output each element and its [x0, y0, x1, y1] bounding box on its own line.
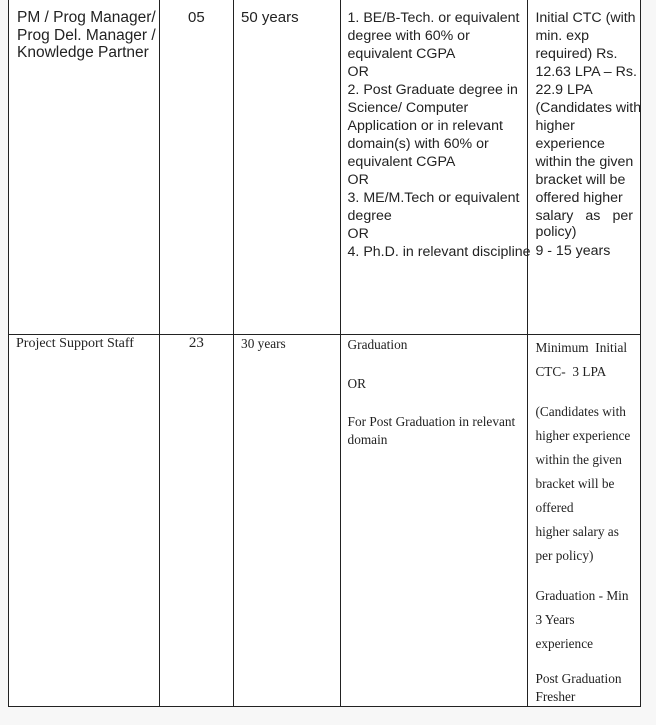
remuneration-justified-line [535, 207, 633, 225]
remuneration-line: 9 - 15 years [535, 243, 611, 259]
age-cell [234, 0, 341, 335]
remuneration-word: as [585, 208, 601, 224]
remuneration-line: 12.63 LPA – Rs. [535, 64, 637, 80]
qualification-line: 4. Ph.D. in relevant discipline [347, 244, 531, 260]
remuneration-line: (Candidates with [535, 404, 626, 419]
qualification-line: 1. BE/B-Tech. or equivalent [347, 10, 520, 26]
remuneration-line: 22.9 LPA [535, 82, 593, 98]
qualification-line: OR [347, 376, 367, 391]
qualification-line: Application or in relevant [347, 118, 503, 134]
position-line: PM / Prog Manager/ [17, 9, 156, 26]
remuneration-line: experience [535, 636, 594, 651]
table-row [9, 0, 641, 335]
remuneration-line: offered [535, 500, 574, 515]
qualification-cell [340, 0, 531, 335]
age-cell [234, 335, 341, 707]
remuneration-word: salary [535, 208, 574, 224]
qualification-cell [340, 335, 528, 707]
qualification-line: OR [347, 64, 369, 80]
vacancies-cell [159, 0, 233, 335]
remuneration-line: 3 Years [535, 612, 575, 627]
recruitment-table [8, 0, 641, 707]
remuneration-line: within the given [535, 154, 634, 170]
qualification-line: Science/ Computer [347, 100, 469, 116]
position-line: Prog Del. Manager / [17, 26, 156, 44]
qualification-line: OR [347, 172, 369, 188]
qualification-line: domain [347, 432, 388, 447]
table-row [9, 335, 641, 707]
remuneration-line: per policy) [535, 548, 594, 563]
remuneration-cell [528, 0, 641, 335]
vacancies-value: 05 [188, 9, 205, 26]
remuneration-line: bracket will be [535, 476, 615, 491]
remuneration-line: bracket will be [535, 172, 626, 188]
remuneration-line: higher experience [535, 428, 631, 443]
remuneration-line: policy) [535, 224, 577, 240]
remuneration-line: Graduation - Min [535, 588, 629, 603]
remuneration-line: offered higher [535, 190, 623, 206]
qualification-line: For Post Graduation in relevant [347, 414, 516, 429]
remuneration-line: Minimum Initial [535, 340, 628, 355]
remuneration-word: per [612, 208, 633, 224]
remuneration-cell [528, 335, 641, 707]
qualification-line: 2. Post Graduate degree in [347, 82, 518, 98]
qualification-line: Graduation [347, 337, 408, 352]
remuneration-line: (Candidates with [535, 100, 642, 116]
position-cell [9, 335, 160, 707]
qualification-line: equivalent CGPA [347, 46, 456, 62]
remuneration-line: higher [535, 118, 575, 134]
remuneration-line: experience [535, 136, 605, 152]
age-value: 30 years [241, 336, 286, 351]
remuneration-line: Fresher [535, 689, 576, 704]
qualification-line: OR [347, 226, 369, 242]
qualification-line: degree with 60% or [347, 28, 470, 44]
position-line: Knowledge Partner [17, 44, 149, 61]
remuneration-line: higher salary as [535, 524, 619, 539]
qualification-line: degree [347, 208, 392, 224]
remuneration-line: CTC- 3 LPA [535, 364, 607, 379]
position-cell [9, 0, 160, 335]
vacancies-cell [159, 335, 233, 707]
remuneration-line: Post Graduation [535, 671, 622, 686]
remuneration-line: Initial CTC (with [535, 10, 636, 26]
remuneration-line: required) Rs. [535, 46, 618, 62]
remuneration-line: within the given [535, 452, 622, 467]
age-value: 50 years [241, 9, 299, 26]
position-value: Project Support Staff [16, 336, 134, 351]
qualification-line: equivalent CGPA [347, 154, 456, 170]
qualification-line: 3. ME/M.Tech or equivalent [347, 190, 520, 206]
vacancies-value: 23 [188, 335, 204, 351]
remuneration-line: min. exp [535, 28, 590, 44]
qualification-line: domain(s) with 60% or [347, 136, 489, 152]
